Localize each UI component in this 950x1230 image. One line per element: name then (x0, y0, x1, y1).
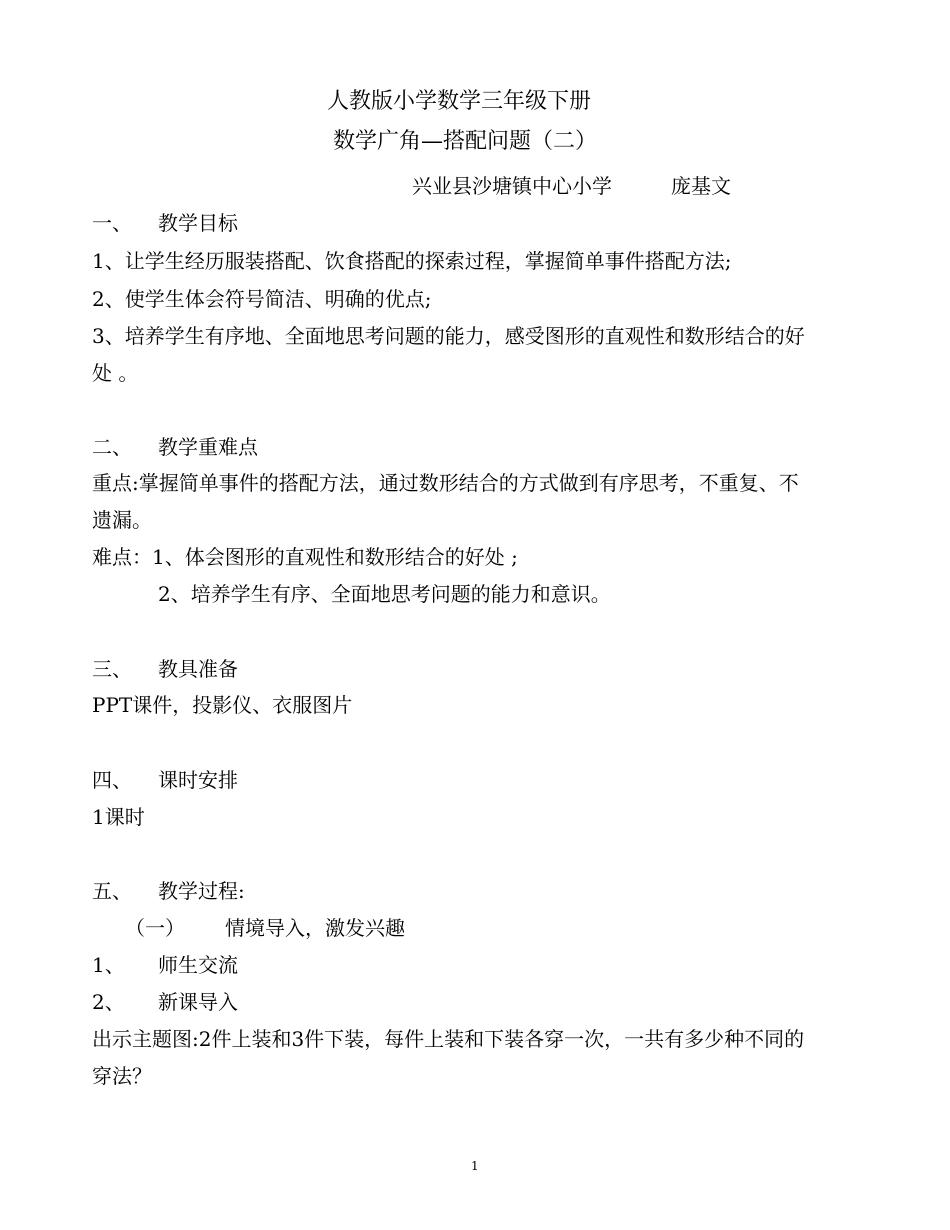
author-school: 兴业县沙塘镇中心小学 (412, 174, 612, 198)
section-process-number: 五、 (92, 879, 132, 903)
process-item-number: 1、 (92, 953, 125, 977)
tools-line: PPT课件，投影仪、衣服图片 (92, 693, 353, 717)
key-point-line: 重点:掌握简单事件的搭配方法，通过数形结合的方式做到有序思考，不重复、不 (92, 471, 799, 495)
section-tools-number: 三、 (92, 657, 132, 681)
difficult-point-line: 2、培养学生有序、全面地思考问题的能力和意识。 (158, 582, 611, 606)
goal-line: 1、让学生经历服装搭配、饮食搭配的探索过程，掌握简单事件搭配方法; (92, 249, 732, 273)
document-title: 人教版小学数学三年级下册 (327, 89, 592, 114)
section-goals-heading: 教学目标 (158, 211, 238, 235)
goal-line: 2、使学生体会符号简洁、明确的优点; (92, 287, 432, 311)
section-schedule-number: 四、 (92, 768, 132, 792)
document-subtitle: 数学广角—搭配问题（二） (333, 129, 598, 154)
section-process-heading: 教学过程: (158, 879, 245, 903)
key-point-line: 遗漏。 (92, 508, 152, 532)
process-item-text: 新课导入 (158, 990, 238, 1014)
difficult-point-line: 难点：1、体会图形的直观性和数形结合的好处 ; (92, 545, 518, 569)
section-keypoints-number: 二、 (92, 435, 132, 459)
section-keypoints-heading: 教学重难点 (158, 435, 258, 459)
goal-line: 处 。 (92, 361, 139, 385)
question-line: 穿法？ (92, 1064, 152, 1088)
process-sub-number: （一） (125, 916, 185, 940)
process-sub-heading: 情境导入，激发兴趣 (225, 916, 405, 940)
section-tools-heading: 教具准备 (158, 657, 238, 681)
page-number: 1 (471, 1159, 479, 1173)
process-item-text: 师生交流 (158, 953, 238, 977)
process-item-number: 2、 (92, 990, 125, 1014)
author-name: 庞基文 (671, 174, 731, 198)
section-goals-number: 一、 (92, 211, 132, 235)
goal-line: 3、培养学生有序地、全面地思考问题的能力，感受图形的直观性和数形结合的好 (92, 324, 805, 348)
schedule-line: 1课时 (92, 805, 145, 829)
section-schedule-heading: 课时安排 (158, 768, 238, 792)
question-line: 出示主题图:2件上装和3件下装，每件上装和下装各穿一次，一共有多少种不同的 (92, 1027, 805, 1051)
